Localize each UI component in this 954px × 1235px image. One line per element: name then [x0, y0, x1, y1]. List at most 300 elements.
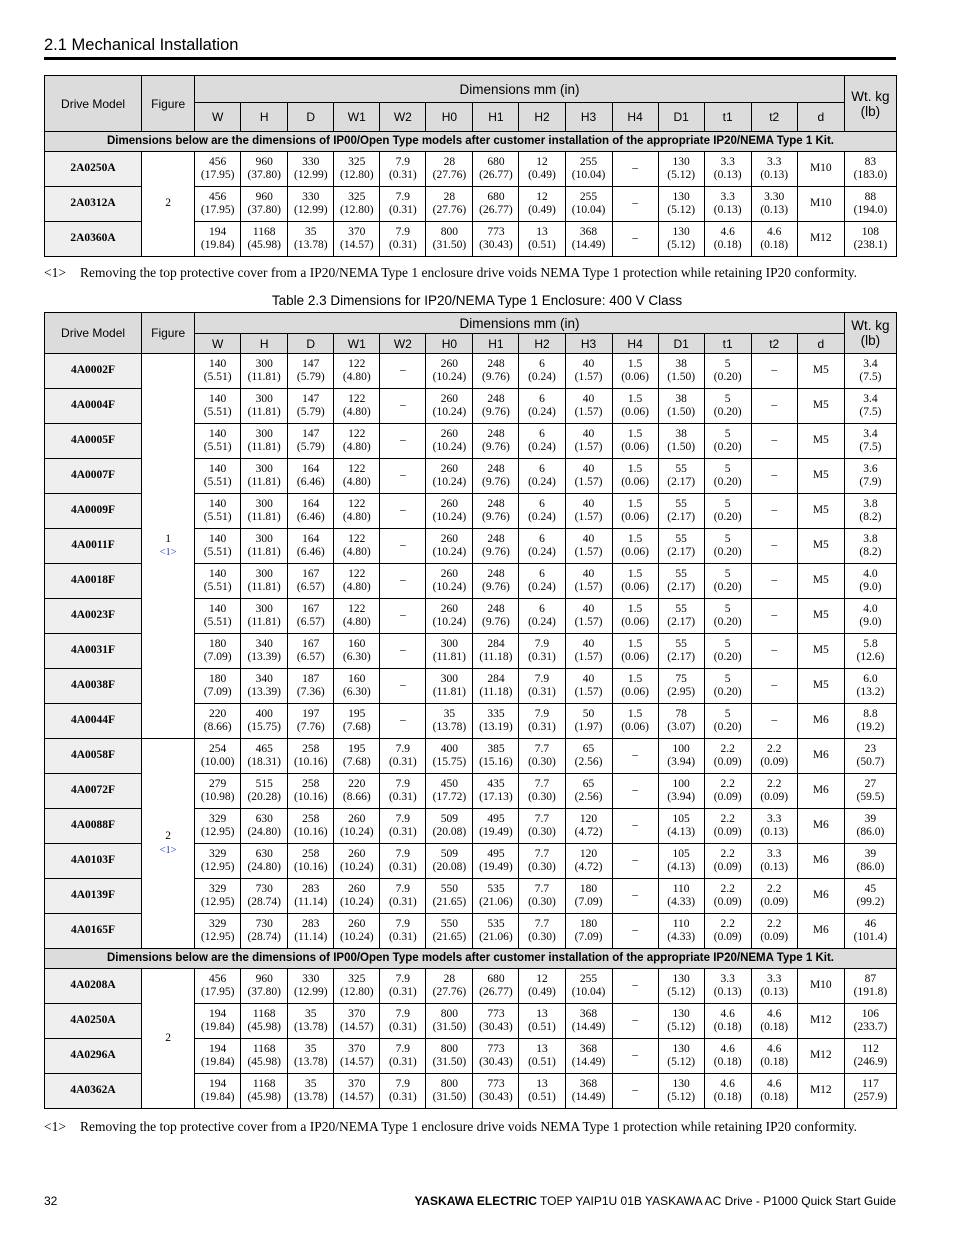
dimension-cell-d [797, 809, 844, 844]
value-mm: 300 [255, 427, 273, 440]
dimension-cell-t1 [704, 564, 751, 599]
dimension-cell-d [288, 774, 334, 809]
value-mm: 248 [487, 462, 505, 475]
value-mm: – [632, 784, 638, 797]
value-in: (17.13) [479, 791, 513, 803]
value-in: (5.12) [667, 1021, 696, 1033]
drive-model-cell: 4A0165F [45, 914, 142, 949]
value-mm: 4.6 [720, 1077, 735, 1090]
dimension-cell-h0 [426, 459, 473, 494]
value-in: (0.20) [713, 581, 742, 593]
value-in: (14.49) [571, 239, 606, 251]
col-header-h1: H1 [473, 334, 519, 354]
value-mm: 75 [675, 672, 687, 685]
dimension-cell-h2 [519, 1039, 565, 1074]
dimension-cell-w [195, 969, 241, 1004]
dimension-cell-w1 [334, 529, 380, 564]
footnote-link[interactable]: <1> [159, 844, 177, 856]
value-mm: – [399, 434, 406, 447]
dimension-cell-h0 [426, 969, 473, 1004]
value-in: (26.77) [479, 169, 513, 181]
value-in: (14.49) [571, 1056, 606, 1068]
dimension-cell-d [288, 222, 334, 257]
value-in: (4.80) [342, 546, 371, 558]
value-lb: (246.9) [853, 1056, 888, 1068]
dimension-cell-w1 [334, 459, 380, 494]
value-mm: 7.9 [534, 672, 550, 685]
dimension-cell-h1 [473, 1039, 519, 1074]
value-mm: 140 [209, 567, 227, 580]
dimension-cell-w1 [334, 564, 380, 599]
dimension-cell-w [195, 1039, 241, 1074]
drive-model-cell: 4A0088F [45, 809, 142, 844]
dimension-cell-w1 [334, 354, 380, 389]
value-mm: 130 [672, 155, 690, 168]
col-header-t2: t2 [751, 334, 797, 354]
value-mm: 7.7 [534, 812, 550, 825]
value-mm: 78 [675, 707, 687, 720]
value-mm: 283 [302, 917, 320, 930]
value-in: (5.79) [296, 371, 325, 383]
dimension-cell-t1 [704, 354, 751, 389]
value-mm: 7.9 [395, 812, 411, 825]
dimension-cell-h3 [565, 1039, 612, 1074]
value-mm: 960 [255, 190, 273, 203]
value-kg: 4.0 [863, 602, 878, 615]
dimension-cell-w [195, 739, 241, 774]
value-mm: 194 [209, 225, 227, 238]
dimension-cell-d [288, 494, 334, 529]
dimension-cell-t1 [704, 739, 751, 774]
value-in: (4.33) [667, 931, 696, 943]
dimension-cell-t1 [704, 969, 751, 1004]
dimension-cell-h3 [565, 704, 612, 739]
dimension-cell-h2 [519, 1074, 565, 1109]
value-in: (4.80) [342, 441, 371, 453]
value-mm: 167 [302, 602, 320, 615]
value-in: (7.09) [574, 931, 603, 943]
dimension-cell-h0 [426, 809, 473, 844]
value-in: (0.18) [713, 1091, 742, 1103]
dimension-cell-t2 [751, 669, 797, 704]
value-mm: 960 [255, 155, 273, 168]
value-mm: 550 [440, 917, 459, 930]
value-in: (9.76) [482, 511, 510, 523]
dimension-cell-d [288, 1039, 334, 1074]
value-mm: 1168 [252, 1007, 276, 1020]
dimension-cell-d [288, 354, 334, 389]
value-in: (13.78) [293, 1091, 328, 1103]
dimension-cell-d [288, 529, 334, 564]
dimension-cell-h2 [519, 424, 565, 459]
value-in: (0.31) [388, 1021, 417, 1033]
value-in: (19.49) [479, 826, 513, 838]
value-mm: 12 [536, 972, 548, 985]
dimension-cell-h2 [519, 459, 565, 494]
value-in: (19.84) [200, 239, 235, 251]
dimension-cell-h2 [519, 969, 565, 1004]
weight-cell [844, 354, 896, 389]
col-header-t2: t2 [751, 103, 797, 132]
drive-model-cell: 4A0038F [45, 669, 142, 704]
col-header-drive-model: Drive Model [45, 76, 142, 132]
dimension-cell-d [288, 1074, 334, 1109]
value-in: (5.12) [667, 239, 696, 251]
value-mm: 38 [675, 392, 687, 405]
value-in: (5.51) [203, 476, 232, 488]
dimension-cell-w2 [380, 354, 426, 389]
dimension-cell-h2 [519, 914, 565, 949]
value-lb: (183.0) [853, 169, 888, 181]
dimensions-table-continued [44, 75, 897, 257]
value-mm: 300 [255, 602, 273, 615]
value-in: (1.57) [574, 546, 603, 558]
value-mm: 7.7 [534, 742, 550, 755]
dimension-cell-t2 [751, 704, 797, 739]
value-mm: 197 [302, 707, 320, 720]
dimension-cell-h0 [426, 739, 473, 774]
value-mm: – [399, 574, 406, 587]
dimension-cell-w2 [380, 739, 426, 774]
value-mm: 35 [305, 1077, 317, 1090]
value-in: (24.80) [247, 826, 281, 838]
dimension-cell-w1 [334, 222, 380, 257]
value-mm: 300 [255, 392, 273, 405]
value-in: (4.72) [574, 826, 603, 838]
drive-model-cell: 4A0004F [45, 389, 142, 424]
dimension-cell-h0 [426, 1074, 473, 1109]
value-in: (3.07) [667, 721, 696, 733]
dimension-cell-w2 [380, 844, 426, 879]
value-kg: 3.6 [863, 462, 878, 475]
dimension-cell-h3 [565, 424, 612, 459]
value-mm: 260 [348, 847, 366, 860]
value-mm: 7.7 [534, 847, 550, 860]
value-in: (11.81) [432, 686, 466, 698]
col-header-w2: W2 [380, 334, 426, 354]
drive-model-cell: 4A0009F [45, 494, 142, 529]
value-lb: (7.5) [859, 441, 882, 453]
value-mm: 55 [675, 532, 687, 545]
value-mm: 140 [209, 532, 227, 545]
dimension-cell-h4 [612, 774, 658, 809]
dimension-cell-d1 [658, 152, 704, 187]
dimension-cell-w [195, 187, 241, 222]
dimension-cell-h3 [565, 809, 612, 844]
value-kg: 112 [862, 1042, 879, 1055]
dimension-cell-h1 [473, 1074, 519, 1109]
dimension-cell-h1 [473, 459, 519, 494]
value-in: (30.43) [479, 1091, 513, 1103]
section-title [44, 35, 896, 60]
value-mm: 110 [672, 917, 690, 930]
value-mm: 456 [209, 190, 227, 203]
col-header-d: d [797, 103, 844, 132]
value-mm: 2.2 [767, 882, 782, 895]
value-mm: – [399, 679, 406, 692]
value-mm: 800 [440, 225, 459, 238]
footnote-2 [44, 1119, 904, 1135]
value-mm: 167 [302, 637, 320, 650]
dimension-cell-d [797, 389, 844, 424]
dimension-cell-w2 [380, 459, 426, 494]
value-in: (5.12) [667, 169, 696, 181]
value-in: (14.57) [340, 1021, 374, 1033]
dimension-cell-d1 [658, 599, 704, 634]
dimension-cell-h4 [612, 564, 658, 599]
value-mm: 630 [255, 812, 273, 825]
value-in: (12.95) [200, 826, 235, 838]
value-in: (2.17) [667, 511, 696, 523]
value-mm: 1.5 [627, 532, 643, 545]
value-mm: 5 [724, 637, 731, 650]
value-in: (0.09) [760, 756, 789, 768]
value-kg: 3.8 [863, 497, 878, 510]
value-mm: 5 [724, 392, 731, 405]
value-in: (10.04) [571, 204, 606, 216]
value-mm: 3.30 [764, 190, 785, 203]
value-mm: 140 [209, 462, 227, 475]
value-mm: 55 [675, 567, 687, 580]
dimension-cell-h4 [612, 424, 658, 459]
col-header-drive-model: Drive Model [45, 313, 142, 354]
dimension-cell-h4 [612, 739, 658, 774]
dimension-cell-w [195, 222, 241, 257]
dimension-cell-t2 [751, 529, 797, 564]
dimension-cell-w1 [334, 494, 380, 529]
value-mm: 122 [348, 462, 366, 475]
value-mm: 13 [536, 1042, 548, 1055]
value-mm: 248 [487, 602, 505, 615]
footer-text [414, 1194, 896, 1208]
dimension-cell-h0 [426, 669, 473, 704]
weight-unit-lb: (lb) [860, 103, 881, 119]
dimension-cell-t2 [751, 1004, 797, 1039]
drive-model-cell: 2A0312A [45, 187, 142, 222]
value-mm: – [399, 364, 406, 377]
dimension-cell-d [797, 494, 844, 529]
value-mm: 254 [209, 742, 227, 755]
value-mm: 680 [487, 190, 505, 203]
dimension-cell-t1 [704, 844, 751, 879]
open-type-note: Dimensions below are the dimensions of IP00/Open Type models after customer installation of the appropriate IP20/NEMA Type 1 Kit. [45, 132, 897, 152]
value-mm: 4.6 [720, 225, 735, 238]
dimension-cell-d [797, 774, 844, 809]
dimension-cell-w [195, 914, 241, 949]
value-mm: – [399, 399, 406, 412]
dimension-cell-h [241, 634, 288, 669]
value-in: (11.81) [432, 651, 466, 663]
value-in: (1.57) [574, 651, 603, 663]
value-mm: 6 [539, 462, 545, 475]
dimension-cell-h1 [473, 222, 519, 257]
value-in: (0.30) [528, 861, 556, 873]
dimension-cell-h3 [565, 599, 612, 634]
value-in: (0.09) [713, 896, 742, 908]
dimension-cell-t2 [751, 222, 797, 257]
weight-cell [844, 459, 896, 494]
value-mm: 120 [579, 812, 598, 825]
value-mm: 1.5 [627, 357, 643, 370]
value-mm: – [771, 539, 778, 552]
dimension-cell-w [195, 669, 241, 704]
footnote-link[interactable]: <1> [159, 547, 177, 558]
dimension-cell-h [241, 529, 288, 564]
value-in: (14.49) [571, 1021, 606, 1033]
value-in: (0.06) [621, 721, 649, 733]
value-in: (0.49) [528, 204, 556, 216]
value-in: (0.06) [621, 616, 649, 628]
drive-model-cell: 4A0031F [45, 634, 142, 669]
dimension-cell-h2 [519, 599, 565, 634]
value-in: (26.77) [479, 204, 513, 216]
value-in: (0.18) [760, 239, 789, 251]
value-in: (27.76) [432, 204, 467, 216]
value-in: (12.95) [200, 896, 235, 908]
value-kg: 8.8 [863, 707, 878, 720]
dimension-cell-h4 [612, 599, 658, 634]
dimension-cell-h2 [519, 389, 565, 424]
value-lb: (233.7) [853, 1021, 888, 1033]
value-in: (15.16) [479, 756, 513, 768]
value-in: (10.16) [293, 826, 328, 838]
weight-cell [844, 914, 896, 949]
value-mm: 6 [539, 427, 545, 440]
value-mm: 7.9 [395, 1007, 411, 1020]
weight-cell [844, 187, 896, 222]
value-mm: 122 [348, 497, 366, 510]
drive-model-cell: 2A0250A [45, 152, 142, 187]
value-mm: 7.9 [395, 190, 411, 203]
dimension-cell-t2 [751, 599, 797, 634]
value-mm: 255 [579, 190, 598, 203]
value-mm: 40 [582, 672, 595, 685]
value-in: (13.39) [247, 651, 281, 663]
value-in: (0.49) [528, 169, 556, 181]
value-in: (1.57) [574, 581, 603, 593]
value-mm: M12 [809, 1084, 832, 1097]
value-kg: 3.4 [863, 357, 878, 370]
dimension-cell-t2 [751, 739, 797, 774]
value-in: (0.18) [713, 1056, 742, 1068]
dimension-cell-d [288, 914, 334, 949]
weight-cell [844, 494, 896, 529]
dimension-cell-h4 [612, 1074, 658, 1109]
value-in: (0.06) [621, 511, 649, 523]
value-mm: – [632, 889, 638, 902]
drive-model-cell: 4A0208A [45, 969, 142, 1004]
value-in: (0.13) [760, 826, 789, 838]
dimension-cell-d [288, 564, 334, 599]
value-lb: (19.2) [856, 721, 885, 733]
dimension-cell-w1 [334, 809, 380, 844]
dimension-cell-h [241, 844, 288, 879]
dimension-cell-d [288, 459, 334, 494]
value-in: (6.57) [296, 651, 325, 663]
dimension-cell-t1 [704, 669, 751, 704]
dimension-cell-h [241, 222, 288, 257]
weight-cell [844, 529, 896, 564]
dimension-cell-w1 [334, 739, 380, 774]
value-in: (6.57) [296, 616, 325, 628]
dimension-cell-h0 [426, 494, 473, 529]
value-lb: (194.0) [853, 204, 888, 216]
dimension-cell-h [241, 969, 288, 1004]
dimensions-table-400v [44, 312, 897, 1109]
value-mm: M5 [812, 469, 829, 482]
value-mm: 12 [536, 190, 548, 203]
dimension-cell-h [241, 879, 288, 914]
value-kg: 6.0 [863, 672, 878, 685]
col-header-h3: H3 [565, 103, 612, 132]
value-mm: 773 [487, 1077, 505, 1090]
dimension-cell-w1 [334, 844, 380, 879]
dimension-cell-h3 [565, 1074, 612, 1109]
value-in: (10.16) [293, 861, 328, 873]
dimension-cell-d [797, 704, 844, 739]
value-mm: – [771, 574, 778, 587]
value-mm: – [632, 162, 638, 175]
drive-model-cell: 4A0018F [45, 564, 142, 599]
value-mm: 1.5 [627, 567, 643, 580]
value-in: (0.31) [388, 756, 417, 768]
dimension-cell-d [797, 1074, 844, 1109]
value-in: (7.76) [296, 721, 325, 733]
drive-model-cell: 4A0103F [45, 844, 142, 879]
value-in: (9.76) [482, 441, 510, 453]
dimension-cell-t1 [704, 809, 751, 844]
value-in: (0.20) [713, 686, 742, 698]
value-mm: 400 [440, 742, 459, 755]
dimension-cell-t2 [751, 914, 797, 949]
col-header-h2: H2 [519, 334, 565, 354]
value-in: (10.24) [340, 861, 374, 873]
value-in: (5.79) [296, 406, 325, 418]
value-in: (9.76) [482, 371, 510, 383]
value-mm: 65 [582, 742, 595, 755]
value-lb: (86.0) [856, 826, 885, 838]
col-header-w: W [195, 334, 241, 354]
value-mm: 279 [209, 777, 227, 790]
value-lb: (13.2) [856, 686, 885, 698]
dimension-cell-w1 [334, 1074, 380, 1109]
dimension-cell-h3 [565, 564, 612, 599]
col-header-figure: Figure [142, 76, 195, 132]
value-mm: 38 [675, 357, 687, 370]
dimension-cell-w [195, 564, 241, 599]
value-mm: 283 [302, 882, 320, 895]
dimension-cell-t2 [751, 354, 797, 389]
value-in: (0.06) [621, 371, 649, 383]
value-lb: (99.2) [856, 896, 885, 908]
value-mm: 147 [302, 357, 320, 370]
dimension-cell-h4 [612, 529, 658, 564]
dimension-cell-h3 [565, 187, 612, 222]
dimension-cell-h [241, 809, 288, 844]
value-mm: 1.5 [627, 602, 643, 615]
value-in: (5.12) [667, 1056, 696, 1068]
value-lb: (86.0) [856, 861, 885, 873]
value-in: (0.09) [713, 931, 742, 943]
dimension-cell-h2 [519, 704, 565, 739]
dimension-cell-d1 [658, 529, 704, 564]
value-in: (4.80) [342, 476, 371, 488]
col-header-w2: W2 [380, 103, 426, 132]
weight-cell [844, 809, 896, 844]
value-in: (13.78) [293, 1021, 328, 1033]
dimension-cell-t1 [704, 187, 751, 222]
dimension-cell-h [241, 704, 288, 739]
